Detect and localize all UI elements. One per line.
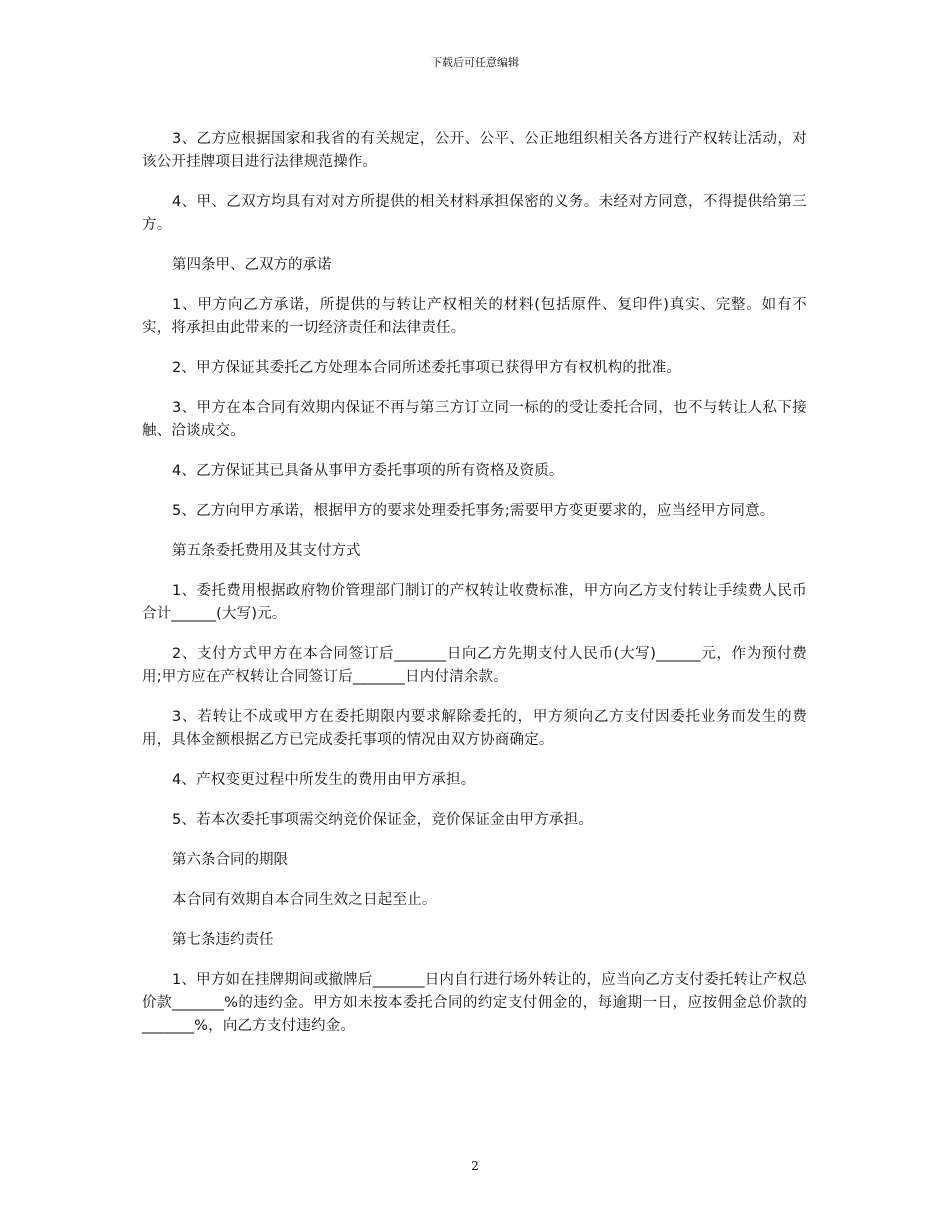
page-number: 2 xyxy=(471,1159,479,1173)
clause-paragraph: 1、委托费用根据政府物价管理部门制订的产权转让收费标准，甲方向乙方支付转让手续费人民币合计______(大写)元。 xyxy=(142,583,807,622)
clause-paragraph: 4、产权变更过程中所发生的费用由甲方承担。 xyxy=(172,772,476,788)
clause-paragraph: 2、甲方保证其委托乙方处理本合同所述委托事项已获得甲方有权机构的批准。 xyxy=(172,360,682,376)
clause-paragraph: 4、甲、乙双方均具有对对方所提供的相关材料承担保密的义务。未经对方同意，不得提供给第三方。 xyxy=(142,194,807,233)
article-5-heading: 第五条委托费用及其支付方式 xyxy=(172,543,361,559)
clause-paragraph: 3、甲方在本合同有效期内保证不再与第三方订立同一标的的受让委托合同，也不与转让人私下接触、洽谈成交。 xyxy=(142,400,807,439)
clause-paragraph: 3、乙方应根据国家和我省的有关规定，公开、公平、公正地组织相关各方进行产权转让活动，对该公开挂牌项目进行法律规范操作。 xyxy=(142,131,807,170)
clause-paragraph: 本合同有效期自本合同生效之日起至止。 xyxy=(172,892,437,908)
article-6-heading: 第六条合同的期限 xyxy=(172,852,288,868)
clause-paragraph: 1、甲方如在挂牌期间或撤牌后_______日内自行进行场外转让的，应当向乙方支付委托转让产权总价款_______%的违约金。甲方如未按本委托合同的约定支付佣金的，每逾期一日，应按佣金总价款的_______%，向乙方支付违约金。 xyxy=(142,972,807,1034)
article-7-heading: 第七条违约责任 xyxy=(172,932,274,948)
clause-paragraph: 3、若转让不成或甲方在委托期限内要求解除委托的，甲方须向乙方支付因委托业务而发生的费用，具体金额根据乙方已完成委托事项的情况由双方协商确定。 xyxy=(142,709,807,748)
document-body xyxy=(142,128,807,1055)
clause-paragraph: 1、甲方向乙方承诺，所提供的与转让产权相关的材料(包括原件、复印件)真实、完整。如有不实，将承担由此带来的一切经济责任和法律责任。 xyxy=(142,297,807,336)
clause-paragraph: 2、支付方式甲方在本合同签订后_______日向乙方先期支付人民币(大写)______元，作为预付费用;甲方应在产权转让合同签订后_______日内付清余款。 xyxy=(142,646,807,685)
page-header: 下载后可任意编辑 xyxy=(431,56,519,69)
clause-paragraph: 5、乙方向甲方承诺，根据甲方的要求处理委托事务;需要甲方变更要求的，应当经甲方同意。 xyxy=(172,503,775,519)
clause-paragraph: 5、若本次委托事项需交纳竞价保证金，竞价保证金由甲方承担。 xyxy=(172,812,594,828)
clause-paragraph: 4、乙方保证其已具备从事甲方委托事项的所有资格及资质。 xyxy=(172,463,564,479)
article-4-heading: 第四条甲、乙双方的承诺 xyxy=(172,257,332,273)
